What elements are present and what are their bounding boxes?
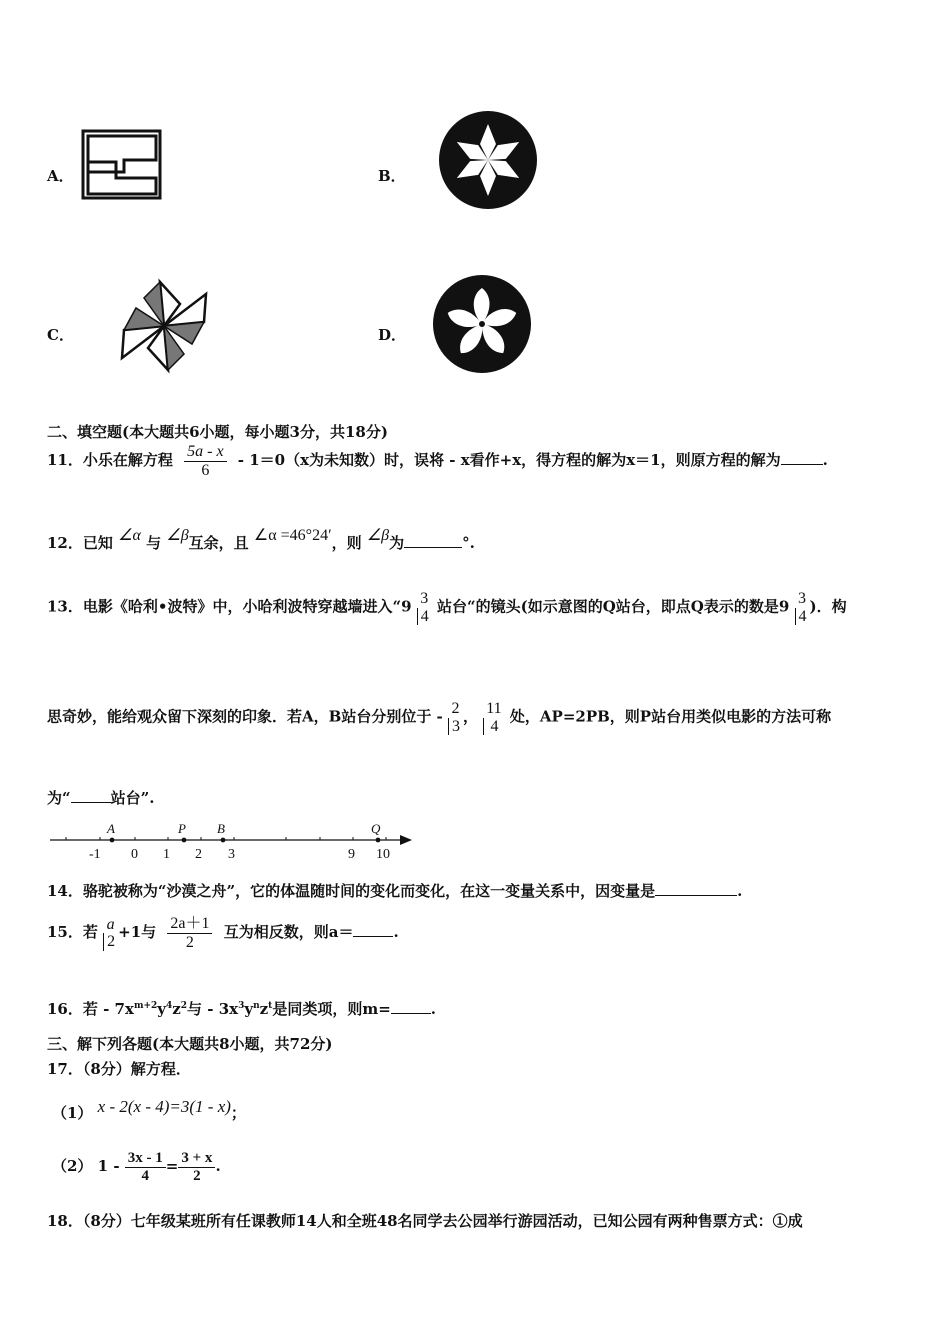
q11-post: - 1＝0（x为未知数）时，误将 - x看作+x，得方程的解为x＝1，则原方程的解为 — [237, 451, 781, 470]
q15-frac-1-den: 2 — [103, 933, 118, 951]
question-18 — [47, 1210, 803, 1231]
q16-text-7: 是同类项，则m= — [272, 1000, 391, 1018]
q16-end: . — [430, 1000, 437, 1018]
q11-pre: 小乐在解方程 — [82, 451, 173, 470]
q17-frac-1 — [125, 1150, 166, 1184]
q16-sup-4: 3 — [238, 1001, 245, 1011]
q12-number: 12． — [47, 534, 83, 552]
q13-frac-1 — [417, 590, 432, 625]
point-a-label: A — [107, 821, 115, 836]
tick-label: 3 — [228, 847, 235, 862]
q12-text-5: 为 — [389, 534, 405, 552]
q16-blank[interactable] — [391, 1013, 431, 1014]
q16-text-1: 若 - 7x — [82, 1000, 134, 1018]
tick-label: 1 — [163, 847, 170, 862]
q12-beta: ∠β — [166, 527, 189, 544]
q15-number: 15． — [47, 923, 83, 942]
q13-frac-2-den: 4 — [795, 608, 810, 626]
tick-label: 10 — [376, 847, 390, 862]
number-line-figure — [48, 818, 418, 864]
point-p-dot — [182, 838, 187, 843]
q13-frac-4-den: 4 — [483, 718, 504, 736]
q17-eq2-equals: = — [165, 1157, 179, 1175]
q15-frac-2 — [167, 915, 212, 951]
option-d-label: D． — [378, 326, 407, 344]
q17-equation-1: x - 2(x - 4)=3(1 - x) — [97, 1097, 231, 1116]
q13-frac-1-num: 3 — [420, 590, 429, 607]
q15-end: . — [393, 923, 399, 942]
q13-frac-1-den: 4 — [417, 608, 432, 626]
q16-text-6: z — [259, 1000, 269, 1018]
q13-frac-4 — [483, 700, 504, 735]
question-16 — [47, 998, 436, 1019]
bauhinia-circle-figure-icon — [432, 274, 532, 374]
option-a-label: A． — [47, 167, 74, 185]
tick-label: 0 — [131, 847, 138, 862]
q13-number: 13． — [47, 597, 83, 616]
q11-blank[interactable] — [781, 464, 823, 465]
q16-sup-2: 4 — [165, 1001, 173, 1011]
q12-text-2: 与 — [146, 534, 162, 552]
q12-beta-2: ∠β — [366, 527, 390, 544]
q16-number: 16． — [47, 1000, 83, 1018]
q17-eq2-prefix: 1 - — [97, 1157, 120, 1175]
q17-frac-2-den: 2 — [193, 1167, 201, 1184]
section-3-heading: 三、解下列各题(本大题共8小题，共72分) — [47, 1035, 333, 1053]
q13-line2a: 思奇妙，能给观众留下深刻的印象．若A，B站台分别位于 - — [47, 707, 443, 726]
q13-blank[interactable] — [71, 802, 111, 803]
q18-number: 18． — [47, 1212, 83, 1230]
q17-frac-1-num: 3x - 1 — [125, 1150, 166, 1168]
q13-frac-2 — [795, 590, 810, 625]
q13-frac-3 — [448, 700, 463, 735]
q15-frac-2-num: 2a＋1 — [167, 915, 212, 934]
q15-text-1: 若 — [82, 923, 98, 942]
q13-comma: ， — [463, 707, 479, 726]
q13-frac-3-den: 3 — [448, 718, 463, 736]
q12-blank[interactable] — [404, 547, 462, 548]
q17-eq2-end: . — [215, 1157, 221, 1175]
point-p-label: P — [178, 821, 186, 836]
q16-text-2: y — [157, 1000, 166, 1018]
number-line-arrow-icon — [400, 835, 412, 845]
q11-end: . — [822, 451, 828, 470]
point-b-dot — [221, 838, 226, 843]
q13-line3a: 为“ — [47, 789, 71, 807]
q11-number: 11． — [47, 451, 83, 470]
section-2-heading: 二、填空题(本大题共6小题，每小题3分，共18分) — [47, 423, 388, 441]
question-13-line-1 — [47, 590, 847, 625]
snowflake-circle-figure-icon — [438, 110, 538, 210]
q17-frac-2-num: 3 + x — [178, 1150, 215, 1168]
point-q-label: Q — [371, 821, 381, 836]
q15-frac-1 — [103, 916, 118, 951]
q13-line1b: 站台“的镜头(如示意图的Q站台，即点Q表示的数是9 — [437, 597, 790, 616]
q13-frac-3-num: 2 — [451, 700, 460, 717]
q15-blank[interactable] — [353, 936, 393, 937]
q17-part-2-label: （2） — [52, 1157, 93, 1175]
q16-text-3: z — [172, 1000, 181, 1018]
tick-label: 9 — [348, 847, 355, 862]
q16-text-5: y — [244, 1000, 254, 1018]
q15-text-3: 互为相反数，则a＝ — [223, 923, 354, 942]
q13-frac-4-num: 11 — [486, 700, 502, 717]
q13-line1c: )．构 — [809, 597, 847, 616]
point-a-dot — [110, 838, 115, 843]
q15-text-2: +1与 — [118, 923, 157, 942]
q16-sup-3: 2 — [180, 1001, 188, 1011]
q13-line3b: 站台”. — [110, 789, 155, 807]
q17-frac-2 — [178, 1150, 215, 1184]
q17-part-2 — [52, 1150, 221, 1184]
question-15 — [47, 915, 399, 951]
q18-text: （8分）七年级某班所有任课教师14人和全班48名同学去公园举行游园活动，已知公园有两种售票方式：①成 — [82, 1212, 803, 1230]
q16-text-4: 与 - 3x — [187, 1000, 239, 1018]
q15-frac-2-den: 2 — [185, 933, 194, 951]
q17-part-1-label: （1） — [52, 1104, 93, 1122]
q15-frac-1-num: a — [106, 915, 115, 933]
question-12 — [47, 527, 475, 553]
question-14 — [47, 880, 742, 901]
q16-sup-5: n — [253, 1001, 260, 1011]
question-13-line-3 — [47, 787, 155, 808]
q12-text-3: 互余，且 — [188, 534, 249, 552]
q17-frac-1-den: 4 — [141, 1167, 150, 1184]
q12-text-4: ，则 — [331, 534, 362, 552]
q11-fraction — [184, 443, 226, 479]
question-13-line-2 — [47, 700, 831, 735]
tick-label: -1 — [89, 847, 101, 862]
point-b-label: B — [217, 821, 225, 836]
point-q-dot — [376, 838, 381, 843]
option-b-label: B． — [378, 167, 406, 185]
tick-label: 2 — [195, 847, 202, 862]
q17-number: 17． — [47, 1060, 83, 1078]
q12-text-1: 已知 — [82, 534, 113, 552]
q12-end: °. — [462, 534, 475, 552]
q13-line1a: 电影《哈利•波特》中，小哈利波特穿越墙进入“9 — [82, 597, 412, 616]
q11-frac-den: 6 — [201, 461, 210, 479]
q13-frac-2-num: 3 — [798, 590, 807, 607]
q16-sup-6: t — [268, 1001, 273, 1011]
question-11 — [47, 443, 828, 479]
question-17 — [47, 1058, 191, 1079]
q14-blank[interactable] — [655, 895, 737, 896]
q12-alpha: ∠α — [118, 527, 141, 544]
option-c-label: C． — [47, 326, 74, 344]
q14-end: . — [737, 882, 743, 900]
q11-frac-num: 5a - x — [184, 443, 226, 462]
q17-part-1 — [52, 1097, 246, 1123]
rectangles-figure-icon — [80, 128, 164, 202]
q17-eq1-end: ； — [230, 1104, 246, 1122]
q16-sup-1: m+2 — [133, 1001, 158, 1011]
q14-text: 骆驼被称为“沙漠之舟”，它的体温随时间的变化而变化，在这一变量关系中，因变量是 — [82, 882, 656, 900]
q14-number: 14． — [47, 882, 83, 900]
q17-text: （8分）解方程． — [82, 1060, 191, 1078]
pinwheel-figure-icon — [118, 278, 210, 374]
q12-equation: ∠α =46°24′ — [253, 527, 332, 544]
q13-line2b: 处，AP=2PB，则P站台用类似电影的方法可称 — [509, 707, 832, 726]
